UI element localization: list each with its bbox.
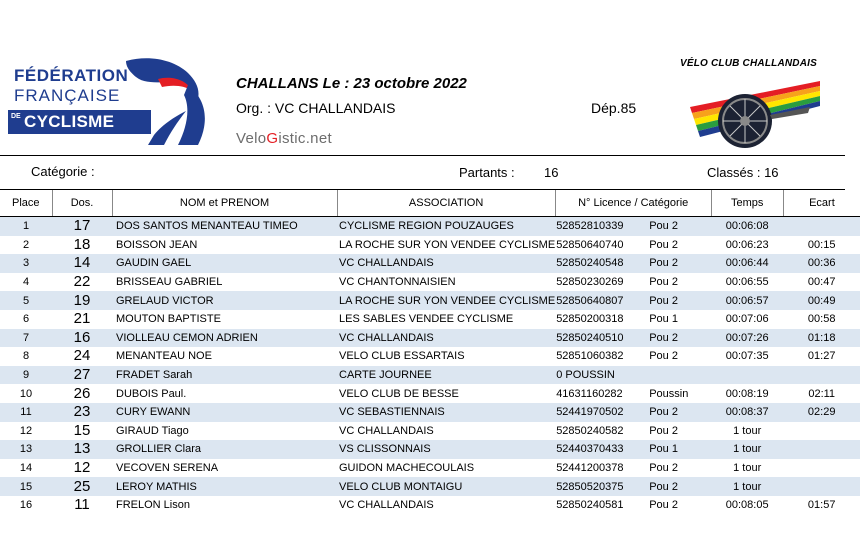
table-row xyxy=(0,347,860,366)
table-row xyxy=(0,440,860,459)
table-row xyxy=(0,310,860,329)
cell-place: 9 xyxy=(0,366,52,385)
cell-temps: 00:08:05 xyxy=(725,499,769,512)
cell-ecart xyxy=(783,366,860,385)
velogistic-part3: istic.net xyxy=(278,130,332,147)
cell-association: VELO CLUB MONTAIGU xyxy=(337,477,555,496)
cell-dossard: 23 xyxy=(52,403,112,422)
cell-place: 14 xyxy=(19,462,33,475)
table-row xyxy=(0,496,860,515)
cell-place: 4 xyxy=(22,276,30,289)
table-header-row xyxy=(0,190,860,217)
cell-dossard: 18 xyxy=(73,235,91,253)
cell-temps: 00:06:57 xyxy=(711,291,783,310)
cell-categorie: Pou 2 xyxy=(649,254,711,273)
cell-dossard: 15 xyxy=(73,421,91,439)
cell-place: 1 xyxy=(0,217,52,236)
cell-ecart: 02:11 xyxy=(808,387,836,400)
cell-nom: BRISSEAU GABRIEL xyxy=(116,276,223,289)
categorie-label: Catégorie : xyxy=(31,164,95,179)
cell-licence: 41631160282 xyxy=(556,387,623,400)
cell-association: CARTE JOURNEE xyxy=(337,366,555,385)
cell-place: 5 xyxy=(0,291,52,310)
cell-dossard: 12 xyxy=(73,459,91,477)
table-row xyxy=(0,254,860,273)
cell-place: 7 xyxy=(0,329,52,348)
cell-place: 11 xyxy=(0,403,52,422)
table-row xyxy=(0,217,860,236)
cell-nom: GROLLIER Clara xyxy=(112,440,337,459)
cell-temps: 00:06:08 xyxy=(711,217,783,236)
cell-licence: 52850200318 xyxy=(556,313,624,326)
header-place: Place xyxy=(0,190,52,217)
cell-categorie: Poussin xyxy=(649,387,689,400)
table-row xyxy=(0,273,860,292)
header-association: ASSOCIATION xyxy=(337,190,555,217)
cell-ecart: 00:47 xyxy=(807,276,836,289)
cell-licence: 52850640807 xyxy=(555,291,649,310)
cell-licence: 52850240582 xyxy=(556,424,624,437)
cell-association: CYCLISME REGION POUZAUGES xyxy=(337,217,555,236)
cell-association: VS CLISSONNAIS xyxy=(337,440,555,459)
cell-licence: 52850240581 xyxy=(556,499,624,512)
cell-nom: CURY EWANN xyxy=(112,403,337,422)
partants-value: 16 xyxy=(544,165,559,180)
cell-temps: 00:06:23 xyxy=(725,238,769,251)
velogistic-part1: Velo xyxy=(236,130,267,147)
cell-ecart: 00:36 xyxy=(783,254,860,273)
cell-licence: 52850240548 xyxy=(555,254,649,273)
cell-temps: 00:07:35 xyxy=(725,350,769,363)
cell-temps: 1 tour xyxy=(733,462,762,475)
cell-ecart: 00:15 xyxy=(807,238,836,251)
ffc-logo xyxy=(8,55,218,147)
cell-temps: 00:06:44 xyxy=(711,254,783,273)
cell-place: 3 xyxy=(0,254,52,273)
cell-dossard: 24 xyxy=(73,347,91,365)
cell-temps: 00:07:26 xyxy=(711,329,783,348)
table-row xyxy=(0,477,860,496)
cell-dossard: 13 xyxy=(52,440,112,459)
cell-ecart xyxy=(783,422,860,441)
ffc-logo-line3: CYCLISME xyxy=(24,112,115,131)
cell-association: LA ROCHE SUR YON VENDEE CYCLISME xyxy=(339,238,556,251)
table-row xyxy=(0,366,860,385)
cell-categorie: Pou 2 xyxy=(649,238,678,251)
event-title: CHALLANS Le : 23 octobre 2022 xyxy=(236,75,467,92)
cell-place: 15 xyxy=(0,477,52,496)
ffc-logo-de: DE xyxy=(11,113,21,120)
cell-temps xyxy=(711,366,783,385)
cell-categorie: Pou 2 xyxy=(649,477,711,496)
cell-dossard: 19 xyxy=(52,291,112,310)
cell-dossard: 26 xyxy=(73,384,91,402)
club-logo-title: VÉLO CLUB CHALLANDAIS xyxy=(680,58,817,69)
cell-ecart: 01:57 xyxy=(807,499,836,512)
cell-ecart: 00:49 xyxy=(783,291,860,310)
cell-nom: FRADET Sarah xyxy=(112,366,337,385)
cell-ecart: 01:18 xyxy=(783,329,860,348)
department: Dép.85 xyxy=(591,100,637,116)
cell-licence: 52851060382 xyxy=(556,350,624,363)
table-row xyxy=(0,422,860,441)
cell-nom: VECOVEN SERENA xyxy=(116,462,219,475)
cell-ecart xyxy=(783,459,860,478)
cell-place: 12 xyxy=(19,424,33,437)
cell-dossard: 27 xyxy=(52,366,112,385)
header-licence: N° Licence / Catégorie xyxy=(555,190,711,217)
cell-categorie: Pou 2 xyxy=(649,217,711,236)
table-row xyxy=(0,236,860,255)
cell-association: VC SEBASTIENNAIS xyxy=(337,403,555,422)
club-logo-bicycle-icon xyxy=(670,55,840,153)
organizer: Org. : VC CHALLANDAIS xyxy=(236,100,396,116)
cell-nom: FRELON Lison xyxy=(116,499,190,512)
cell-nom: BOISSON JEAN xyxy=(116,238,198,251)
cell-association: LA ROCHE SUR YON VENDEE CYCLISME xyxy=(337,291,555,310)
cell-temps: 1 tour xyxy=(711,477,783,496)
cell-categorie: Pou 2 xyxy=(649,403,711,422)
results-body xyxy=(0,217,860,515)
cell-categorie: Pou 2 xyxy=(649,350,678,363)
cell-categorie: Pou 2 xyxy=(649,276,678,289)
cell-categorie: Pou 2 xyxy=(649,462,678,475)
cell-categorie xyxy=(649,366,711,385)
cell-nom: GIRAUD Tiago xyxy=(116,424,189,437)
header-ecart: Ecart xyxy=(783,190,860,217)
ffc-swoosh-icon xyxy=(118,55,218,147)
cell-nom: GRELAUD VICTOR xyxy=(112,291,337,310)
cell-licence: 52850520375 xyxy=(555,477,649,496)
cell-dossard: 16 xyxy=(52,329,112,348)
cell-licence: 52850230269 xyxy=(556,276,624,289)
velogistic-link[interactable] xyxy=(236,130,332,147)
cell-temps: 00:07:06 xyxy=(725,313,769,326)
cell-association: VC CHALLANDAIS xyxy=(337,254,555,273)
cell-nom: VIOLLEAU CEMON ADRIEN xyxy=(112,329,337,348)
cell-categorie: Pou 1 xyxy=(649,313,678,326)
cell-ecart xyxy=(783,217,860,236)
cell-nom: DOS SANTOS MENANTEAU TIMEO xyxy=(112,217,337,236)
table-row xyxy=(0,329,860,348)
cell-licence: 52850240510 xyxy=(555,329,649,348)
cell-association: VC CHALLANDAIS xyxy=(339,499,434,512)
cell-place: 2 xyxy=(22,238,30,251)
cell-ecart xyxy=(783,477,860,496)
ffc-logo-line2: FRANÇAISE xyxy=(14,86,121,105)
cell-nom: MOUTON BAPTISTE xyxy=(116,313,221,326)
cell-dossard: 17 xyxy=(52,217,112,236)
cell-association: VELO CLUB DE BESSE xyxy=(339,387,459,400)
cell-place: 16 xyxy=(19,499,33,512)
cell-association: GUIDON MACHECOULAIS xyxy=(339,462,475,475)
cell-licence: 52441970502 xyxy=(555,403,649,422)
table-row xyxy=(0,403,860,422)
cell-licence: 0 POUSSIN xyxy=(555,366,649,385)
cell-association: VC CHALLANDAIS xyxy=(337,329,555,348)
partants-label: Partants : xyxy=(459,165,515,180)
cell-nom: GAUDIN GAEL xyxy=(112,254,337,273)
results-table xyxy=(0,190,860,515)
cell-temps: 1 tour xyxy=(711,440,783,459)
cell-place: 8 xyxy=(22,350,30,363)
cell-association: VC CHANTONNAISIEN xyxy=(339,276,456,289)
cell-dossard: 21 xyxy=(73,310,91,328)
table-row xyxy=(0,384,860,403)
cell-association: LES SABLES VENDEE CYCLISME xyxy=(339,313,514,326)
classes-label: Classés : 16 xyxy=(707,165,779,180)
cell-ecart xyxy=(783,440,860,459)
cell-association: VELO CLUB ESSARTAIS xyxy=(339,350,465,363)
cell-licence: 52850640740 xyxy=(556,238,624,251)
velogistic-part2: G xyxy=(266,130,279,147)
table-row xyxy=(0,291,860,310)
cell-categorie: Pou 2 xyxy=(649,499,678,512)
cell-categorie: Pou 1 xyxy=(649,440,711,459)
cell-categorie: Pou 2 xyxy=(649,424,678,437)
cell-categorie: Pou 2 xyxy=(649,291,711,310)
cell-temps: 00:08:19 xyxy=(725,387,769,400)
club-logo xyxy=(670,55,840,153)
cell-licence: 52852810339 xyxy=(555,217,649,236)
cell-place: 13 xyxy=(0,440,52,459)
ffc-logo-line1: FÉDÉRATION xyxy=(14,66,129,85)
header-temps: Temps xyxy=(711,190,783,217)
cell-licence: 52440370433 xyxy=(555,440,649,459)
table-row xyxy=(0,459,860,478)
cell-licence: 52441200378 xyxy=(556,462,624,475)
cell-temps: 00:08:37 xyxy=(711,403,783,422)
cell-temps: 00:06:55 xyxy=(725,276,769,289)
header-dossard: Dos. xyxy=(52,190,112,217)
cell-dossard: 22 xyxy=(73,273,91,291)
cell-nom: LEROY MATHIS xyxy=(112,477,337,496)
cell-dossard: 11 xyxy=(74,496,90,514)
cell-temps: 1 tour xyxy=(733,424,762,437)
cell-ecart: 00:58 xyxy=(807,313,836,326)
cell-association: VC CHALLANDAIS xyxy=(339,424,434,437)
cell-place: 6 xyxy=(22,313,30,326)
cell-dossard: 14 xyxy=(52,254,112,273)
cell-place: 10 xyxy=(19,387,33,400)
header-nom: NOM et PRENOM xyxy=(112,190,337,217)
cell-nom: DUBOIS Paul. xyxy=(116,387,187,400)
cell-nom: MENANTEAU NOE xyxy=(116,350,212,363)
cell-categorie: Pou 2 xyxy=(649,329,711,348)
cell-ecart: 02:29 xyxy=(783,403,860,422)
cell-ecart: 01:27 xyxy=(807,350,836,363)
cell-dossard: 25 xyxy=(52,477,112,496)
